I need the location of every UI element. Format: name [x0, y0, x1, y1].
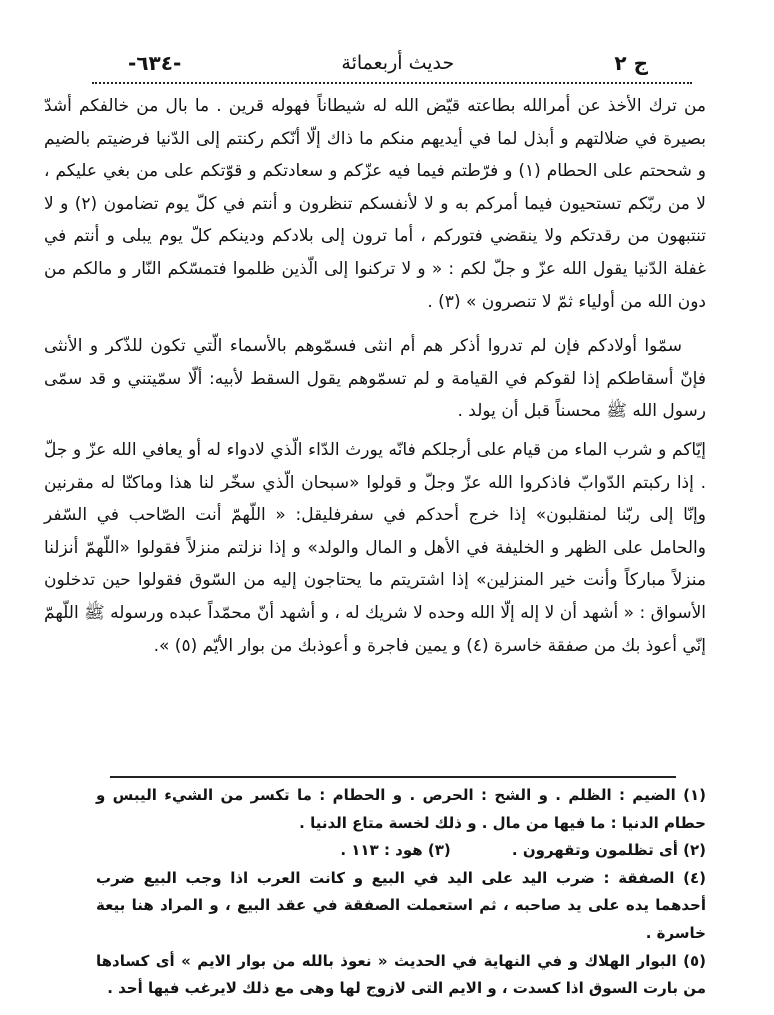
footnotes [96, 782, 706, 1003]
main-text [44, 90, 706, 662]
volume-number: ج ٢ [614, 51, 648, 75]
footnote: (٢) أى تظلمون وتقهرون . [511, 841, 706, 860]
page-header [128, 46, 648, 80]
footnote: (١) الضيم : الظلم . و الشح : الحرص . و الحطام : ما تكسر من الشيء اليبس و حطام الدنيا : ما فيها من مال . و ذلك لخسة متاع الدنيا . [96, 786, 706, 832]
footnote: (٥) البوار الهلاك و في النهاية في الحديث « نعوذ بالله من بوار الايم » أى كسادها من بارت السوق اذا كسدت ، و الايم التى لازوج لها وهى مع ذلك لايرغب فيها أحد . [96, 951, 706, 998]
running-title: حديث أربعمائة [341, 52, 455, 74]
footnote-divider [110, 776, 676, 778]
footnote-row [96, 837, 706, 865]
header-divider [92, 82, 692, 84]
paragraph: إيّاكم و شرب الماء من قيام على أرجلكم فانّه يورث الدّاء الّذي لادواء له أو يعافي الله عزّ و جلّ . إذا ركبتم الدّوابّ فاذكروا الله عزّ وجلّ و قولوا «سبحان الّذي سخّر لنا هذا وماكنّا له مقرنين وإنّا إلى ربّنا لمنقلبون» إذا خرج أحدكم في سفرفليقل: « اللّهمّ أنت الصّاحب في السّفر والحامل على الظهر و الخليفة في الأهل و المال والولد» و إذا نزلتم منزلاً فقولوا «اللّهمّ أنزلنا منزلاً مباركاً وأنت خير المنزلين» إذا اشتريتم ما يحتاجون إليه من السّوق فقولوا حين تدخلون الأسواق : « أشهد أن لا إله إلّا الله وحده لا شريك له ، و أشهد أنّ محمّداً عبده ورسوله ﷺ اللّهمّ إنّي أعوذ بك من صفقة خاسرة (٤) و يمين فاجرة و أعوذبك من بوار الأيّم (٥) ». [44, 439, 706, 656]
footnote: (٤) الصفقة : ضرب اليد على اليد في البيع و كانت العرب اذا وجب البيع ضرب أحدهما يده على يد صاحبه ، ثم استعملت الصفقة في عقد البيع ، و المراد هنا بيعة خاسرة . [96, 868, 706, 942]
paragraph: سمّوا أولادكم فإن لم تدروا أذكر هم أم انثى فسمّوهم بالأسماء الّتي تكون للذّكر و الأنثى فإنّ أسقاطكم إذا لقوكم في القيامة و لم تسمّوهم يقول السقط لأبيه: ألّا سمّيتني و قد سمّى رسول الله ﷺ محسناً قبل أن يولد . [44, 336, 706, 422]
footnote: (٣) هود : ١١٣ . [340, 841, 451, 860]
paragraph: من ترك الأخذ عن أمرالله بطاعته قيّض الله له شيطاناً فهوله قرين . ما بال من خالفكم أشدّ بصيرة في ضلالتهم و أبذل لما في أيديهم منكم ما ذاك إلّا أنّكم ركنتم إلى الدّنيا فرضيتم بالضيم و شححتم على الحطام (١) و فرّطتم فيما فيه عزّكم و سعادتكم و قوّتكم على من بغي عليكم ، لا من ربّكم تستحيون فيما أمركم به و لا لأنفسكم تنظرون و أنتم في كلّ يوم تضامون (٢) و لا تنتبهون من رقدتكم ولا ينقضي فتوركم ، أما ترون إلى بلادكم ودينكم كلّ يوم يبلى و أنتم في غفلة الدّنيا يقول الله عزّ و جلّ لكم : « و لا تركنوا إلى الّذين ظلموا فتمسّكم النّار و مالكم من دون الله من أولياء ثمّ لا تنصرون » (٣) . [44, 96, 706, 312]
page-number: -٦٣٤- [128, 51, 182, 75]
